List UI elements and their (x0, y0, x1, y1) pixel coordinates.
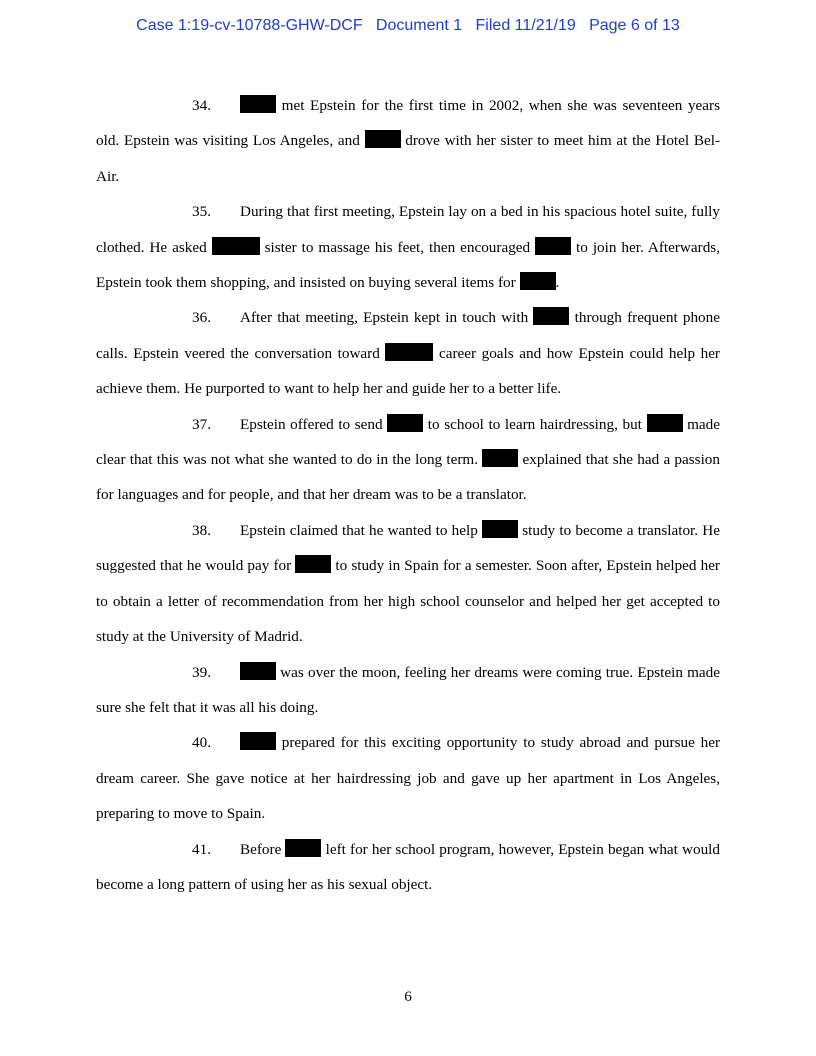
case-header: Case 1:19-cv-10788-GHW-DCF Document 1 Filed 11/21/19 Page 6 of 13 (136, 17, 680, 34)
paragraph-text: was over the moon, feeling her dreams were coming true. Epstein made sure she felt that it was all his doing. (96, 663, 720, 716)
redaction-block (212, 237, 260, 255)
paragraph-text: During that first meeting, Epstein lay on a bed in his spacious hotel suite, fully clothed. He asked (96, 203, 720, 256)
redaction-block (285, 839, 321, 857)
paragraph-text: to study in Spain for a semester. Soon after, Epstein helped her to obtain a letter of recommendation from her high school counselor and helped her get accepted to study at the University of Madrid. (96, 557, 720, 646)
redaction-block (482, 520, 518, 538)
paragraph-40 (96, 725, 720, 831)
paragraph-text: Epstein offered to send (240, 415, 388, 433)
paragraph-38 (96, 513, 720, 655)
redaction-block (240, 662, 276, 680)
paragraph-41 (96, 832, 720, 903)
paragraph-37 (96, 407, 720, 513)
redaction-block (385, 343, 433, 361)
paragraph-number: 37. (192, 415, 211, 433)
paragraph-text: met Epstein for the first time in 2002, when she was seventeen years old. Epstein was visiting Los Angeles, and (96, 97, 720, 150)
paragraph-text: . (555, 274, 560, 292)
redaction-block (647, 414, 683, 432)
paragraph-text: drove with her sister to meet him at the Hotel Bel-Air. (96, 132, 720, 185)
page-number: 6 (404, 988, 412, 1005)
paragraph-text: to join her. Afterwards, Epstein took them shopping, and insisted on buying several items for (96, 238, 720, 292)
paragraph-number: 39. (192, 663, 211, 681)
redaction-block (535, 237, 571, 255)
paragraph-39 (96, 655, 720, 726)
redaction-block (240, 95, 276, 113)
redaction-block (520, 272, 556, 290)
paragraph-number: 35. (192, 203, 211, 221)
redaction-block (295, 555, 331, 573)
paragraph-number: 38. (192, 521, 211, 539)
paragraph-number: 40. (192, 734, 211, 752)
paragraph-number: 41. (192, 840, 211, 858)
paragraph-text: prepared for this exciting opportunity to study abroad and pursue her dream career. She gave notice at her hairdressing job and gave up her apartment in Los Angeles, preparing to move to Spain. (96, 734, 720, 823)
paragraph-36 (96, 300, 720, 406)
redaction-block (365, 130, 401, 148)
paragraph-text: Epstein claimed that he wanted to help (240, 521, 483, 539)
paragraph-text: career goals and how Epstein could help her achieve them. He purported to want to help her and guide her to a better life. (96, 344, 720, 398)
redaction-block (240, 732, 276, 750)
redaction-block (387, 414, 423, 432)
paragraph-text: sister to massage his feet, then encouraged (259, 238, 536, 256)
paragraph-text: Before (240, 840, 286, 858)
paragraph-text: made clear that this was not what she wanted to do in the long term. (96, 415, 720, 469)
paragraph-text: explained that she had a passion for languages and for people, and that her dream was to be a translator. (96, 451, 720, 504)
paragraph-35 (96, 194, 720, 300)
document-body (96, 88, 720, 902)
paragraph-text: through frequent phone calls. Epstein veered the conversation toward (96, 309, 720, 362)
redaction-block (482, 449, 518, 467)
paragraph-number: 34. (192, 97, 211, 114)
redaction-block (533, 307, 569, 325)
paragraph-text: to school to learn hairdressing, but (423, 415, 647, 433)
paragraph-34 (96, 88, 720, 194)
paragraph-text: After that meeting, Epstein kept in touch with (240, 309, 534, 327)
paragraph-text: left for her school program, however, Epstein began what would become a long pattern of using her as his sexual object. (96, 840, 721, 893)
paragraph-text: study to become a translator. He suggested that he would pay for (96, 521, 720, 575)
paragraph-number: 36. (192, 309, 211, 327)
